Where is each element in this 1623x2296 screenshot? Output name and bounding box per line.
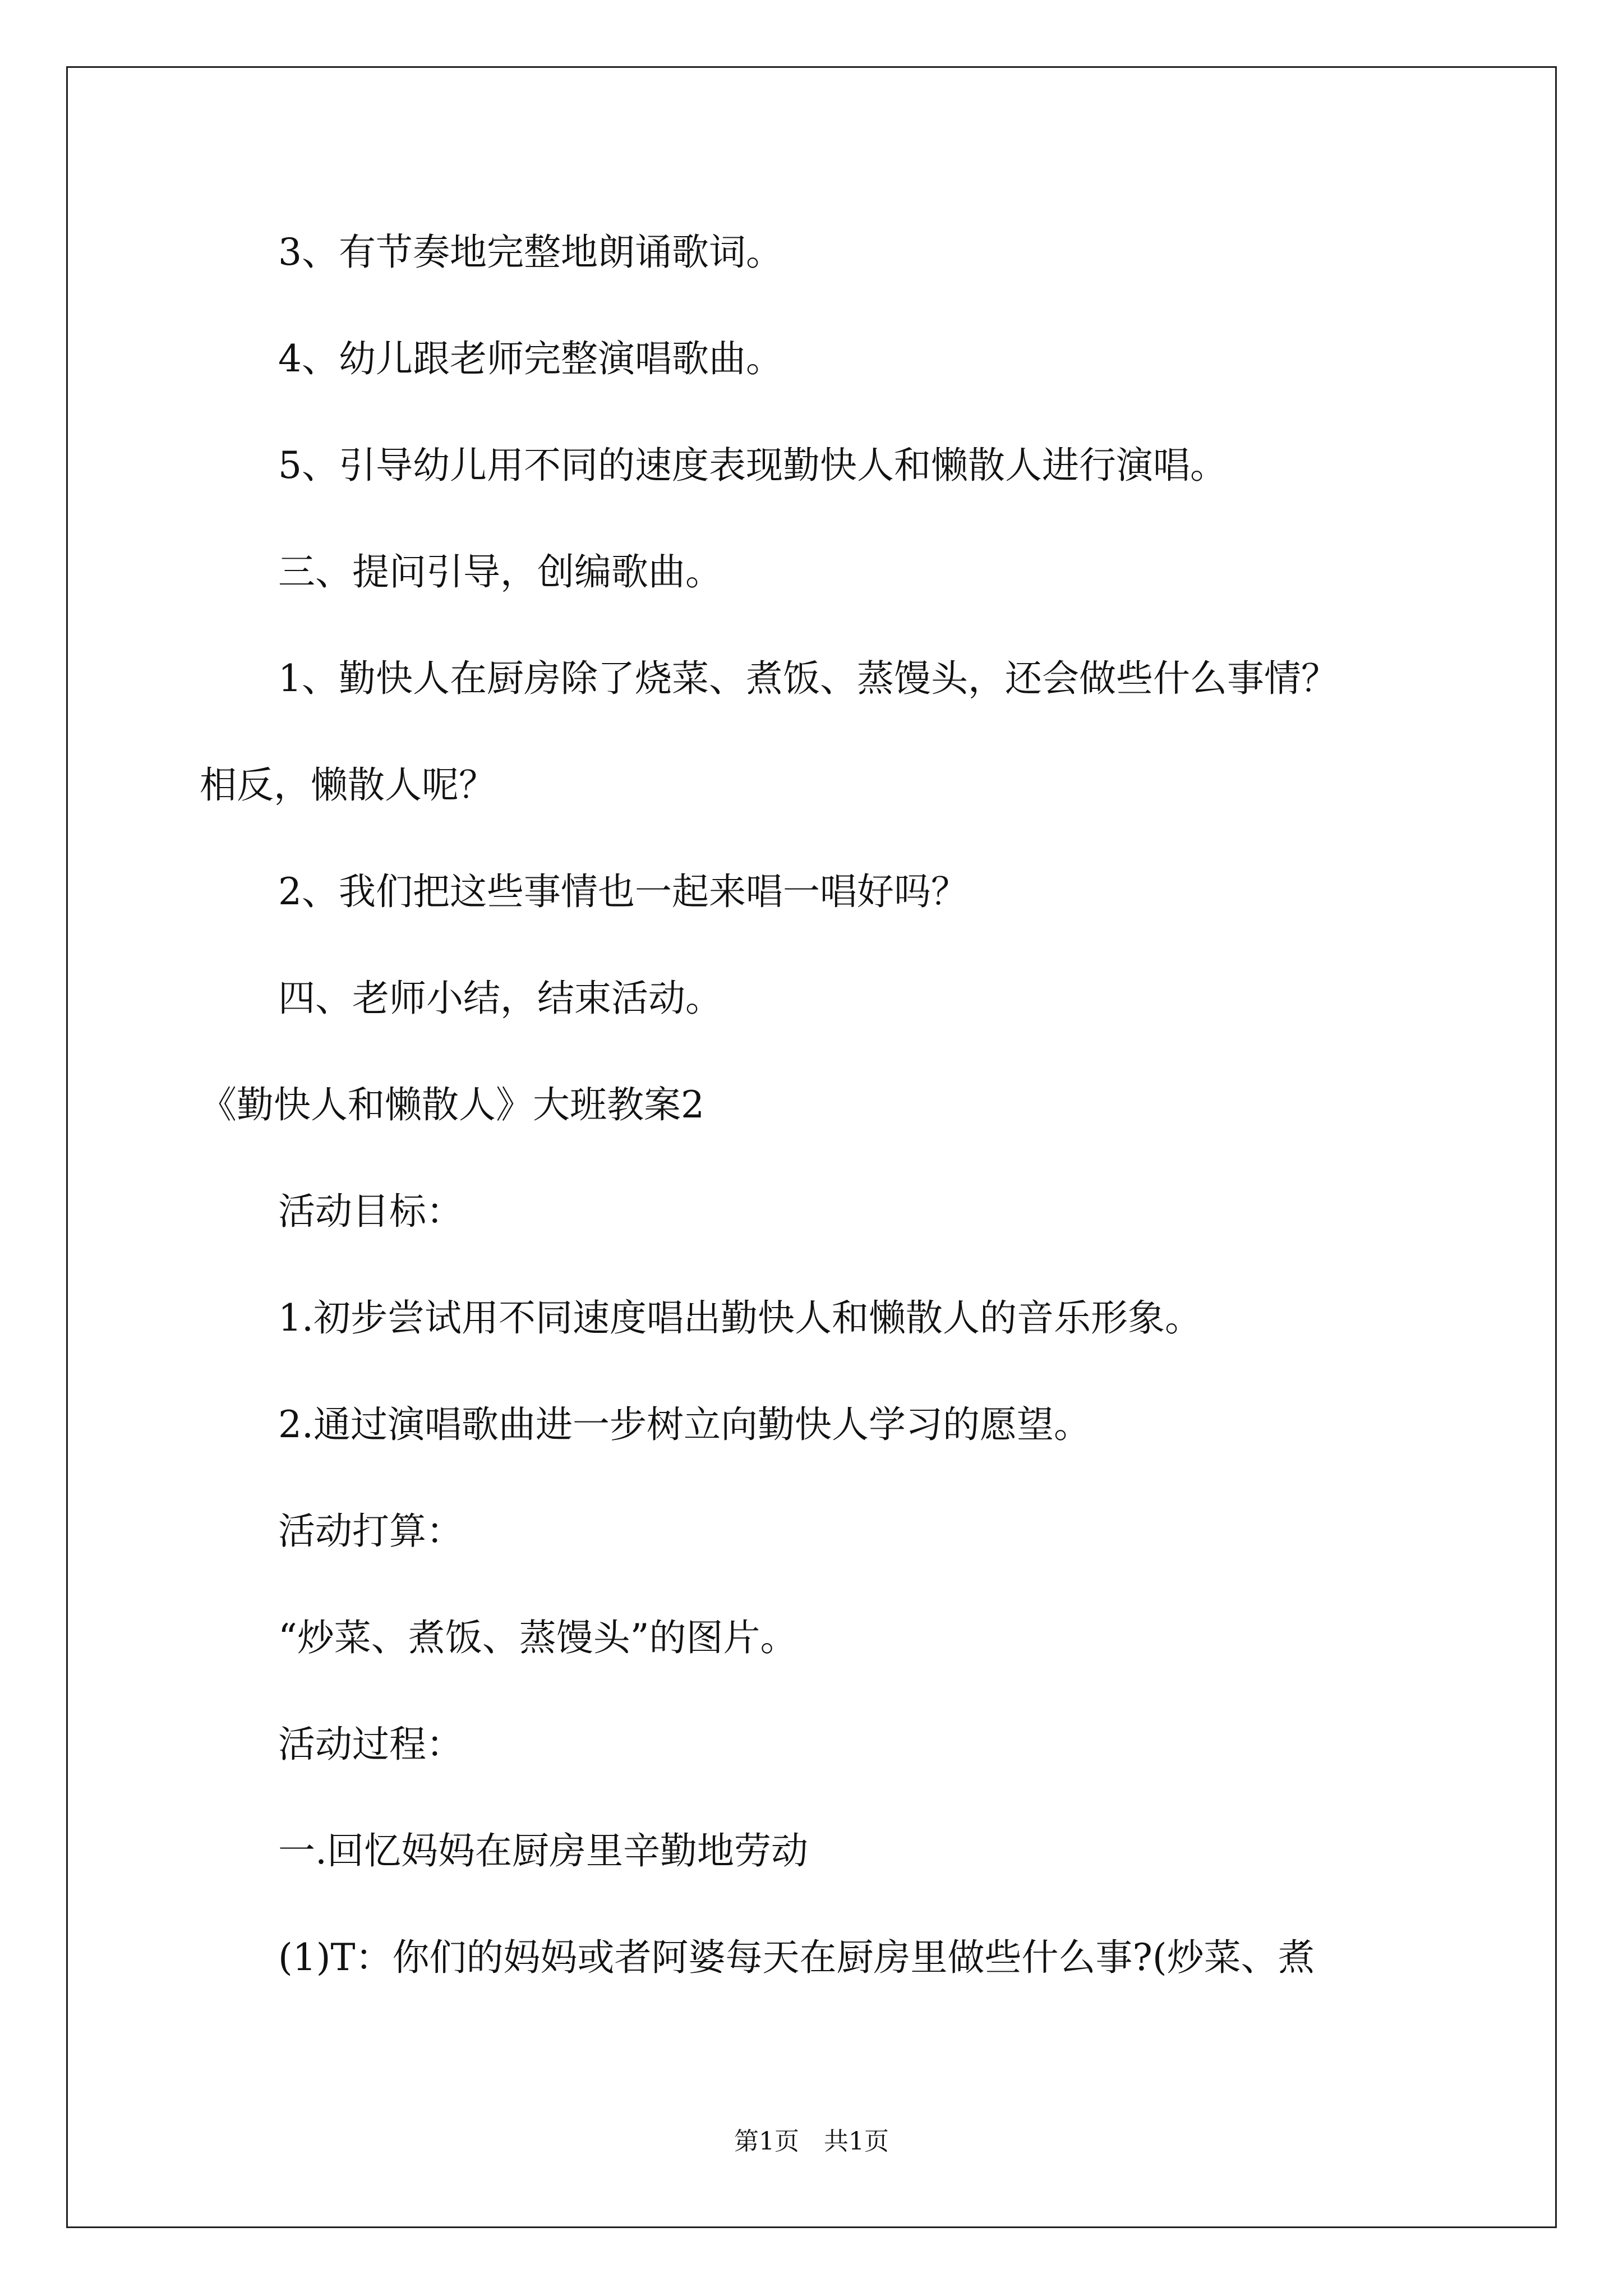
- text-line: 活动打算：: [278, 1510, 463, 1553]
- text-line: 活动目标：: [278, 1190, 463, 1233]
- text-line: 5、引导幼儿用不同的速度表现勤快人和懒散人进行演唱。: [278, 444, 1227, 487]
- text-line: 一.回忆妈妈在厨房里辛勤地劳动: [278, 1829, 808, 1872]
- text-line: 相反，懒散人呢？: [200, 763, 496, 807]
- text-line: 1.初步尝试用不同速度唱出勤快人和懒散人的音乐形象。: [278, 1296, 1202, 1340]
- text-line: “炒菜、煮饭、蒸馒头”的图片。: [278, 1616, 797, 1659]
- section-heading: 《勤快人和懒散人》大班教案2: [200, 1083, 704, 1126]
- text-line: 三、提问引导，创编歌曲。: [278, 550, 722, 593]
- text-line: 2.通过演唱歌曲进一步树立向勤快人学习的愿望。: [278, 1403, 1091, 1446]
- text-line: 1、勤快人在厨房除了烧菜、煮饭、蒸馒头，还会做些什么事情？: [278, 657, 1338, 700]
- text-line: 4、幼儿跟老师完整演唱歌曲。: [278, 337, 783, 380]
- text-line: 3、有节奏地完整地朗诵歌词。: [278, 231, 783, 274]
- page-footer: 第1页 共1页: [734, 2127, 889, 2156]
- text-line: 活动过程：: [278, 1723, 463, 1766]
- text-line: (1)T：你们的妈妈或者阿婆每天在厨房里做些什么事?(炒菜、煮: [278, 1936, 1315, 1979]
- text-line: 四、老师小结，结束活动。: [278, 977, 722, 1020]
- text-line: 2、我们把这些事情也一起来唱一唱好吗？: [278, 870, 968, 913]
